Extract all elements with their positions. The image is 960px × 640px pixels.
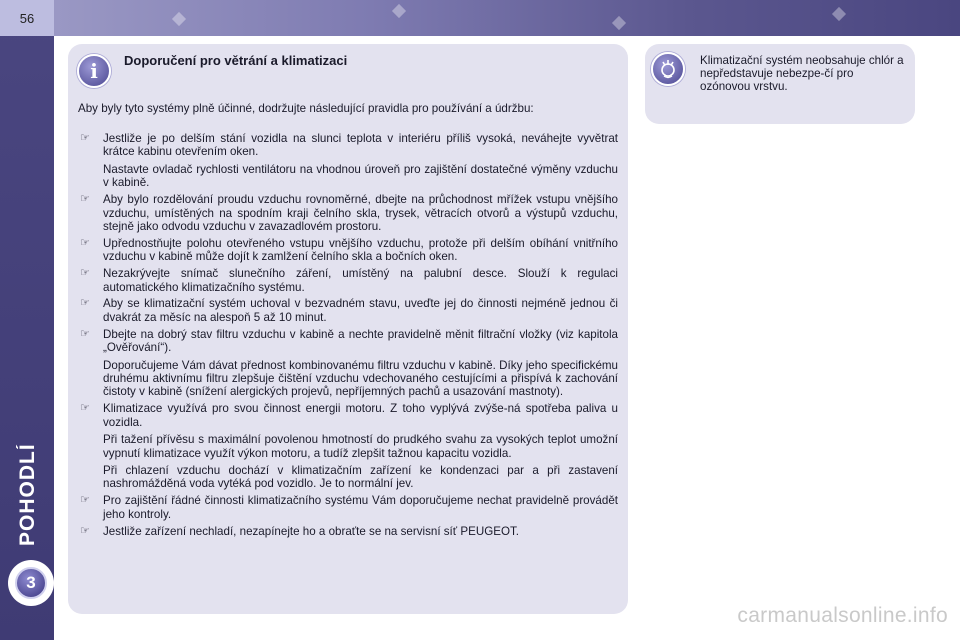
rule-paragraph: Nastavte ovladač rychlosti ventilátoru na vhodnou úroveň pro zajištění dostatečné výměny vzduchu v kabině. [103, 162, 618, 190]
chapter-number: 3 [15, 567, 47, 599]
rule-paragraph: Dbejte na dobrý stav filtru vzduchu v kabině a nechte pravidelně měnit filtrační vložky (viz kapitola „Ověřování“). [103, 327, 618, 355]
rule-item [78, 494, 618, 521]
page-number: 56 [0, 0, 54, 36]
top-banner [54, 0, 960, 36]
pointing-hand-icon: ☞ [80, 402, 90, 415]
pointing-hand-icon: ☞ [80, 132, 90, 144]
recommendations-panel [68, 44, 628, 614]
pointing-hand-icon: ☞ [80, 297, 90, 310]
ecology-note-text: Klimatizační systém neobsahuje chlór a nepředstavuje nebezpe-čí pro ozónovou vrstvu. [700, 54, 904, 93]
rule-paragraph: Jestliže zařízení nechladí, nezapínejte ho a obraťte se na servisní síť PEUGEOT. [103, 524, 519, 538]
rule-item [78, 237, 618, 264]
info-icon: i [77, 54, 111, 88]
watermark: carmanualsonline.info [737, 604, 948, 627]
banner-star-decoration [172, 12, 186, 26]
intro-text: Aby byly tyto systémy plně účinné, dodržujte následující pravidla pro používání a údržbu: [78, 102, 534, 115]
ecology-note-panel [645, 44, 915, 124]
rule-item [78, 297, 618, 324]
rule-item [78, 193, 618, 233]
rule-paragraph: Doporučujeme Vám dávat přednost kombinovanému filtru vzduchu v kabině. Díky jeho specifickému druhému aktivnímu filtru zlepšuje čištění vzduchu vdechovaného cestujícími a přispívá k zachování čistoty v kabině (snížení alergických projevů, nepříjemných pachů a usazování mastnoty). [103, 358, 618, 399]
rule-paragraph: Při chlazení vzduchu dochází v klimatizačním zařízení ke kondenzaci par a při zastavení nashromážděná voda vytéká pod vozidlo. Je to normální jev. [103, 463, 618, 491]
rule-paragraph: Upřednostňujte polohu otevřeného vstupu vnějšího vzduchu, protože při delším obíhání vnitřního vzduchu v kabině může dojít k zamlžení čelního skla a bočních oken. [103, 236, 618, 264]
rule-item [78, 525, 618, 538]
section-title: POHODLÍ [16, 443, 39, 547]
pointing-hand-icon: ☞ [80, 494, 90, 507]
chapter-badge [8, 560, 54, 606]
rule-item [78, 402, 618, 490]
rule-paragraph: Pro zajištění řádné činnosti klimatizačního systému Vám doporučujeme nechat pravidelně provádět jeho kontroly. [103, 494, 618, 521]
pointing-hand-icon: ☞ [80, 236, 90, 249]
ecology-icon [651, 52, 685, 86]
banner-star-decoration [612, 16, 626, 30]
rules-list [78, 132, 618, 541]
rule-paragraph: Klimatizace využívá pro svou činnost energii motoru. Z toho vyplývá zvýše-ná spotřeba paliva u vozidla. [103, 402, 618, 429]
rule-paragraph: Nezakrývejte snímač slunečního záření, umístěný na palubní desce. Slouží k regulaci automatického klimatizačního systému. [103, 267, 618, 294]
rule-paragraph: Aby se klimatizační systém uchoval v bezvadném stavu, uveďte jej do činnosti nejméně jednou či dvakrát za měsíc na alespoň 5 až 10 minut. [103, 297, 618, 324]
rule-paragraph: Jestliže je po delším stání vozidla na slunci teplota v interiéru příliš vysoká, neváhejte vyvětrat krátce kabinu otevřením oken. [103, 132, 618, 159]
left-sidebar [0, 0, 54, 640]
pointing-hand-icon: ☞ [80, 327, 90, 340]
rule-item [78, 328, 618, 399]
ecology-icon-graphic [657, 58, 679, 80]
pointing-hand-icon: ☞ [80, 524, 90, 537]
rule-item [78, 267, 618, 294]
rule-item [78, 132, 618, 190]
panel-heading: Doporučení pro větrání a klimatizaci [124, 53, 348, 68]
rule-paragraph: Při tažení přívěsu s maximální povolenou hmotností do prudkého svahu za vysokých teplot umožní vypnutí klimatizace využít výkon motoru, a tudíž zlepšit tažnou kapacitu vozidla. [103, 433, 618, 460]
rule-paragraph: Aby bylo rozdělování proudu vzduchu rovnoměrné, dbejte na průchodnost mřížek vstupu vnějšího vzduchu, umístěných na spodním kraji čelního skla, trysek, větracích otvorů a výstupů vzduchu, stejně jako odvodu vzduchu v zavazadlovém prostoru. [103, 193, 618, 233]
banner-star-decoration [832, 7, 846, 21]
pointing-hand-icon: ☞ [80, 193, 90, 206]
pointing-hand-icon: ☞ [80, 267, 90, 280]
banner-star-decoration [392, 4, 406, 18]
